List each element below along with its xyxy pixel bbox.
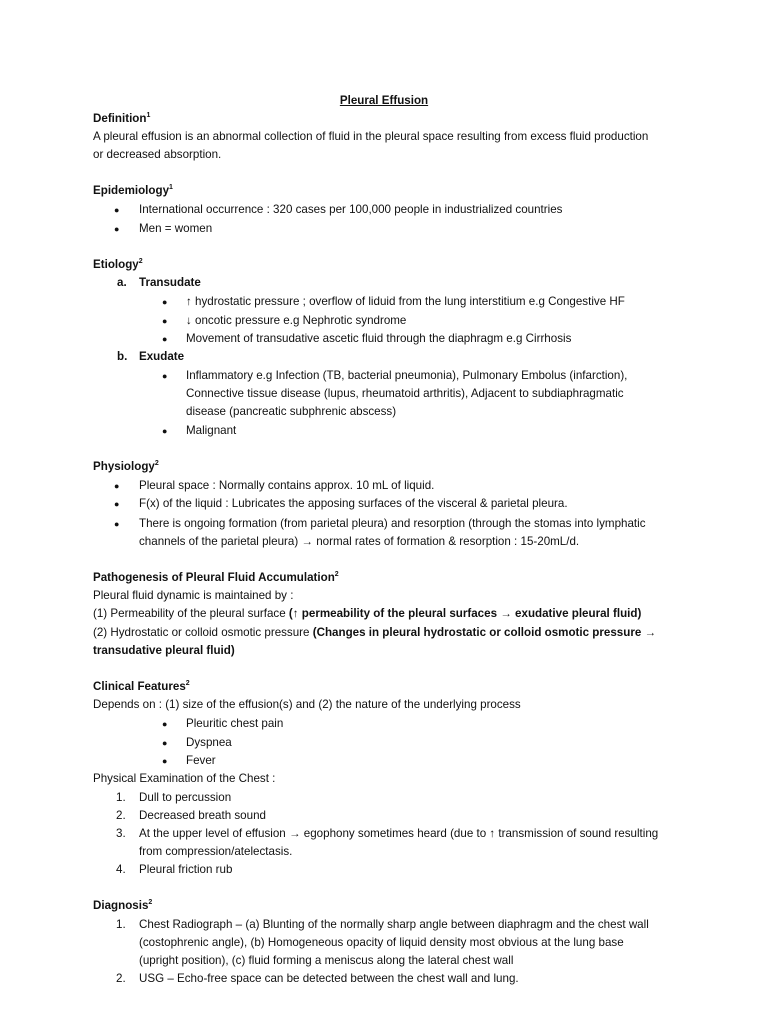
definition-text-line: A pleural effusion is an abnormal collection of fluid in the pleural space resulting from excess fluid production <box>93 130 649 143</box>
etiology-heading: Etiology$^2$ <box>93 258 143 271</box>
definition-ref: 1 <box>146 112 151 119</box>
exudate-item: Malignant <box>186 424 237 437</box>
bullet-icon: ● <box>162 297 168 307</box>
physiology-item-line: There is ongoing formation (from parietal pleura) and resorption (through the stomas into lymphatic <box>139 517 646 530</box>
exam-heading: Physical Examination of the Chest : <box>93 772 276 785</box>
physiology-item-line: channels of the parietal pleura) → normal rates of formation & resorption : 15-20mL/d. <box>139 535 580 548</box>
pathogenesis-line: transudative pleural fluid) <box>93 644 235 657</box>
epidemiology-item: Men = women <box>139 222 213 235</box>
bullet-icon: ● <box>162 738 168 748</box>
exam-marker: 2. <box>116 809 126 822</box>
pathogenesis-bold-text: (↑ permeability of the pleural surfaces → exudative pleural fluid) <box>288 607 642 620</box>
transudate-item: Movement of transudative ascetic fluid through the diaphragm e.g Cirrhosis <box>186 332 572 345</box>
bullet-icon: ● <box>114 224 120 234</box>
bullet-icon: ● <box>162 334 168 344</box>
bullet-icon: ● <box>114 519 120 529</box>
exam-marker: 4. <box>116 863 126 876</box>
bullet-icon: ● <box>162 756 168 766</box>
etiology-b-marker: b. <box>117 350 128 363</box>
bullet-icon: ● <box>114 481 120 491</box>
page-title: Pleural Effusion <box>339 94 429 107</box>
exam-marker: 3. <box>116 827 126 840</box>
diagnosis-item: USG – Echo-free space can be detected between the chest wall and lung. <box>139 972 519 985</box>
etiology-a-label: Transudate <box>139 276 201 289</box>
bullet-icon: ● <box>162 371 168 381</box>
exam-item: Dull to percussion <box>139 791 232 804</box>
bullet-icon: ● <box>162 426 168 436</box>
epidemiology-ref: 1 <box>169 184 173 191</box>
clinical-ref: 2 <box>185 680 190 687</box>
definition-text-line: or decreased absorption. <box>93 148 222 161</box>
pathogenesis-intro: Pleural fluid dynamic is maintained by : <box>93 589 294 602</box>
diagnosis-item-line: (upright position), (c) fluid forming a meniscus along the lateral chest wall <box>139 954 514 967</box>
exam-item: Pleural friction rub <box>139 863 233 876</box>
bullet-icon: ● <box>114 499 120 509</box>
bullet-icon: ● <box>114 205 120 215</box>
transudate-item: ↓ oncotic pressure e.g Nephrotic syndrome <box>186 314 407 327</box>
exam-item-line: At the upper level of effusion → egophony sometimes heard (due to ↑ transmission of sound resulting <box>139 827 659 840</box>
bullet-icon: ● <box>162 719 168 729</box>
bullet-icon: ● <box>162 316 168 326</box>
transudate-item: ↑ hydrostatic pressure ; overflow of liduid from the lung interstitium e.g Congestive HF <box>186 295 625 308</box>
clinical-heading: Clinical Features$^2$ <box>93 680 190 693</box>
pathogenesis-heading: Pathogenesis of Pleural Fluid Accumulation$^2$ <box>93 571 339 584</box>
etiology-b-label: Exudate <box>139 350 185 363</box>
pathogenesis-line: (2) Hydrostatic or colloid osmotic pressure (Changes in pleural hydrostatic or colloid osmotic pressure → <box>93 626 657 639</box>
clinical-intro: Depends on : (1) size of the effusion(s) and (2) the nature of the underlying process <box>93 698 521 711</box>
physiology-ref: 2 <box>154 460 159 467</box>
diagnosis-item-line: (costophrenic angle), (b) Homogeneous opacity of liquid density most obvious at the lung base <box>139 936 624 949</box>
physiology-heading: Physiology$^2$ <box>93 460 159 473</box>
exam-item-line: from compression/atelectasis. <box>139 845 293 858</box>
diagnosis-marker: 1. <box>116 918 126 931</box>
diagnosis-item-line: Chest Radiograph – (a) Blunting of the normally sharp angle between diaphragm and the chest wall <box>139 918 649 931</box>
physiology-item: Pleural space : Normally contains approx. 10 mL of liquid. <box>139 479 435 492</box>
exudate-item-line: disease (pancreatic subphrenic abscess) <box>186 405 397 418</box>
pathogenesis-bold-text: (Changes in pleural hydrostatic or colloid osmotic pressure → <box>312 626 657 639</box>
clinical-item: Pleuritic chest pain <box>186 717 284 730</box>
clinical-item: Fever <box>186 754 216 767</box>
etiology-ref: 2 <box>138 258 143 265</box>
pathogenesis-line: (1) Permeability of the pleural surface (↑ permeability of the pleural surfaces → exudative pleural fluid) <box>93 607 642 620</box>
diagnosis-ref: 2 <box>148 899 153 906</box>
exudate-item-line: Connective tissue disease (lupus, rheumatoid arthritis), Adjacent to subdiaphragmatic <box>186 387 624 400</box>
epidemiology-item: International occurrence : 320 cases per 100,000 people in industrialized countries <box>139 203 563 216</box>
pathogenesis-ref: 2 <box>334 571 339 578</box>
definition-heading: Definition$^1$ <box>93 112 151 125</box>
physiology-item: F(x) of the liquid : Lubricates the apposing surfaces of the visceral & parietal pleura. <box>139 497 568 510</box>
etiology-a-marker: a. <box>117 276 127 289</box>
clinical-item: Dyspnea <box>186 736 232 749</box>
exam-item: Decreased breath sound <box>139 809 266 822</box>
diagnosis-marker: 2. <box>116 972 126 985</box>
exam-marker: 1. <box>116 791 126 804</box>
exudate-item-line: Inflammatory e.g Infection (TB, bacterial pneumonia), Pulmonary Embolus (infarction), <box>186 369 628 382</box>
epidemiology-heading: Epidemiology$^1$ <box>93 184 173 197</box>
diagnosis-heading: Diagnosis$^2$ <box>93 899 153 912</box>
